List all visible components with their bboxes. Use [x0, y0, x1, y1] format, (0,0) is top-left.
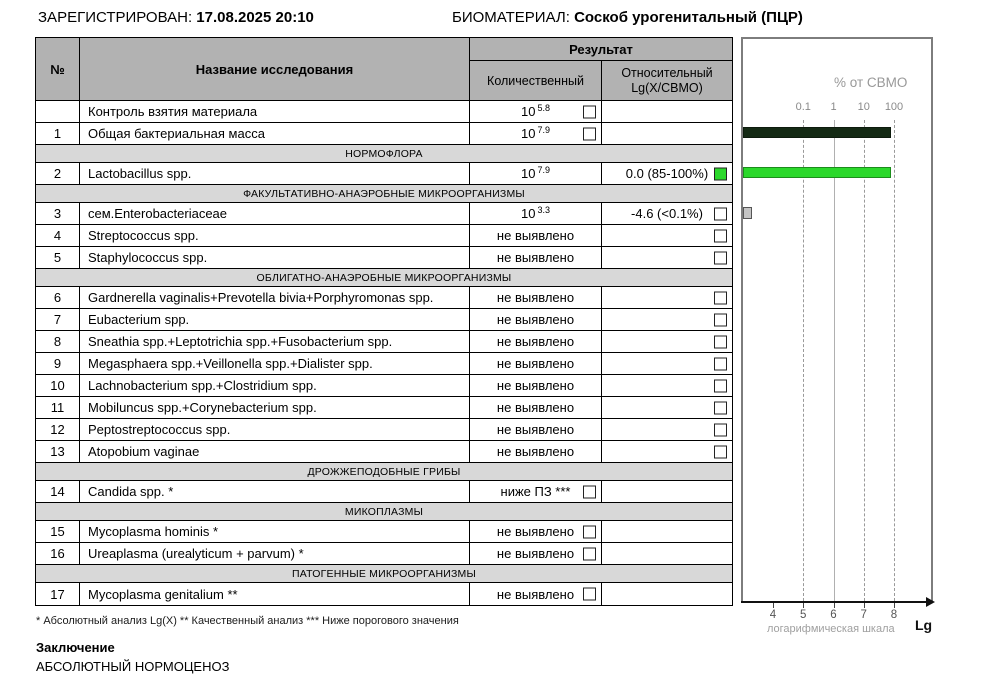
percent-tick-label: 10: [857, 101, 870, 113]
results-table: [35, 37, 733, 606]
quantitative-text: не выявлено: [496, 524, 575, 539]
quantitative-result: [470, 203, 602, 224]
quantitative-result: [470, 163, 602, 184]
test-name: Ureaplasma (urealyticum + parvum) *: [80, 543, 470, 564]
percent-tick-label: 0.1: [795, 101, 811, 113]
row-number: 7: [36, 309, 80, 330]
gridline: [803, 120, 804, 601]
axis-tick: [864, 603, 865, 608]
test-name: Mycoplasma hominis *: [80, 521, 470, 542]
test-name: Megasphaera spp.+Veillonella spp.+Dialister spp.: [80, 353, 470, 374]
quantitative-result: [470, 225, 602, 246]
section-row: [36, 503, 732, 521]
quantitative-result: [470, 521, 602, 542]
result-checkbox: [714, 229, 727, 242]
relative-result: [602, 353, 732, 374]
axis-line: [741, 601, 927, 603]
test-name: Mycoplasma genitalium **: [80, 583, 470, 605]
relative-result: [602, 287, 732, 308]
test-name: Streptococcus spp.: [80, 225, 470, 246]
lg-axis-label: Lg: [915, 617, 933, 633]
quantitative-result: [470, 481, 602, 502]
row-number: 13: [36, 441, 80, 462]
col-header-num: №: [36, 38, 80, 100]
row-number: 14: [36, 481, 80, 502]
table-row: [36, 309, 732, 331]
col-header-relative: [602, 61, 732, 100]
section-row: [36, 145, 732, 163]
table-row: [36, 353, 732, 375]
col-header-name: Название исследования: [80, 38, 470, 100]
table-row: [36, 375, 732, 397]
section-row: [36, 463, 732, 481]
section-label: ПАТОГЕННЫЕ МИКРООРГАНИЗМЫ: [292, 567, 476, 580]
relative-result: [602, 203, 732, 224]
table-row: [36, 225, 732, 247]
quantitative-result: [470, 583, 602, 605]
row-number: 15: [36, 521, 80, 542]
quantitative-base: 10: [521, 104, 536, 119]
row-number: 2: [36, 163, 80, 184]
row-number: 3: [36, 203, 80, 224]
quantitative-result: [470, 353, 602, 374]
conclusion-label: Заключение: [36, 640, 115, 655]
quantitative-text: не выявлено: [496, 378, 575, 393]
relative-result: [602, 375, 732, 396]
result-checkbox: [714, 401, 727, 414]
result-checkbox: [714, 291, 727, 304]
relative-result: [602, 163, 732, 184]
quantitative-text: не выявлено: [496, 356, 575, 371]
quantitative-text: не выявлено: [496, 250, 575, 265]
section-row: [36, 565, 732, 583]
test-name: Staphylococcus spp.: [80, 247, 470, 268]
row-number: 9: [36, 353, 80, 374]
table-row: [36, 419, 732, 441]
quantitative-result: [470, 287, 602, 308]
relative-result: [602, 101, 732, 122]
result-checkbox: [714, 167, 727, 180]
relative-result: [602, 583, 732, 605]
col-header-result-group: [470, 38, 732, 100]
quantitative-text: не выявлено: [496, 586, 575, 602]
table-row: [36, 247, 732, 269]
result-checkbox: [714, 335, 727, 348]
result-bar: [743, 167, 891, 178]
gridline: [834, 120, 835, 601]
relative-text: 0.0 (85-100%): [625, 166, 709, 181]
percent-axis-title: % от СВМО: [834, 75, 908, 90]
axis-arrow-icon: [926, 597, 935, 607]
section-row: [36, 185, 732, 203]
table-row: [36, 101, 732, 123]
quantitative-text: не выявлено: [496, 228, 575, 243]
test-name: Gardnerella vaginalis+Prevotella bivia+Porphyromonas spp.: [80, 287, 470, 308]
quantitative-base: 10: [521, 206, 536, 221]
table-row: [36, 441, 732, 463]
result-checkbox: [583, 105, 596, 118]
result-checkbox: [714, 207, 727, 220]
axis-tick: [803, 603, 804, 608]
biomaterial-label: БИОМАТЕРИАЛ:: [452, 9, 570, 26]
result-checkbox: [583, 547, 596, 560]
section-row: [36, 269, 732, 287]
test-name: Candida spp. *: [80, 481, 470, 502]
quantitative-exponent: 7.9: [537, 124, 550, 135]
quantitative-result: [470, 101, 602, 122]
row-number: 11: [36, 397, 80, 418]
registered-value: 17.08.2025 20:10: [196, 9, 314, 26]
quantitative-result: [470, 331, 602, 352]
relative-result: [602, 419, 732, 440]
row-number: 10: [36, 375, 80, 396]
quantitative-text: ниже ПЗ ***: [500, 484, 571, 499]
result-checkbox: [714, 251, 727, 264]
axis-tick: [773, 603, 774, 608]
quantitative-result: [470, 247, 602, 268]
col-header-relative-line2: Lg(X/СВМО): [631, 80, 703, 95]
test-name: Контроль взятия материала: [80, 101, 470, 122]
footnotes-text: * Абсолютный анализ Lg(X) ** Качественный анализ *** Ниже порогового значения: [36, 615, 459, 627]
relative-result: [602, 441, 732, 462]
table-row: [36, 203, 732, 225]
section-label: ДРОЖЖЕПОДОБНЫЕ ГРИБЫ: [307, 465, 461, 478]
relative-result: [602, 247, 732, 268]
quantitative-text: не выявлено: [496, 422, 575, 437]
result-checkbox: [583, 485, 596, 498]
relative-result: [602, 397, 732, 418]
row-number: 12: [36, 419, 80, 440]
row-number: 4: [36, 225, 80, 246]
table-body: [36, 101, 732, 605]
quantitative-exponent: 5.8: [537, 102, 550, 113]
result-checkbox: [714, 379, 727, 392]
row-number: 1: [36, 123, 80, 144]
bar-marker: [743, 207, 752, 219]
table-row: [36, 543, 732, 565]
test-name: сем.Enterobacteriaceae: [80, 203, 470, 224]
test-name: Sneathia spp.+Leptotrichia spp.+Fusobacterium spp.: [80, 331, 470, 352]
row-number: 6: [36, 287, 80, 308]
quantitative-result: [470, 543, 602, 564]
biomaterial-value: Соскоб урогенитальный (ПЦР): [574, 9, 803, 26]
log-scale-caption: логарифмическая шкала: [767, 623, 895, 635]
quantitative-exponent: 7.9: [537, 164, 550, 175]
row-number: 16: [36, 543, 80, 564]
axis-tick: [834, 603, 835, 608]
row-number: 8: [36, 331, 80, 352]
col-header-quantitative: Количественный: [470, 61, 602, 100]
relative-result: [602, 331, 732, 352]
quantitative-base: 10: [521, 166, 536, 181]
conclusion-value: АБСОЛЮТНЫЙ НОРМОЦЕНОЗ: [36, 659, 230, 674]
col-header-result: Результат: [470, 38, 732, 61]
quantitative-text: не выявлено: [496, 546, 575, 561]
axis-tick: [894, 603, 895, 608]
result-checkbox: [714, 445, 727, 458]
relative-result: [602, 123, 732, 144]
quantitative-text: не выявлено: [496, 290, 575, 305]
row-number: 5: [36, 247, 80, 268]
test-name: Mobiluncus spp.+Corynebacterium spp.: [80, 397, 470, 418]
result-bar: [743, 127, 891, 138]
test-name: Peptostreptococcus spp.: [80, 419, 470, 440]
quantitative-base: 10: [521, 126, 536, 141]
result-checkbox: [583, 588, 596, 601]
relative-result: [602, 521, 732, 542]
section-label: МИКОПЛАЗМЫ: [344, 505, 424, 518]
test-name: Eubacterium spp.: [80, 309, 470, 330]
test-name: Общая бактериальная масса: [80, 123, 470, 144]
relative-result: [602, 481, 732, 502]
result-checkbox: [583, 127, 596, 140]
quantitative-text: не выявлено: [496, 400, 575, 415]
quantitative-result: [470, 441, 602, 462]
table-row: [36, 331, 732, 353]
quantitative-text: не выявлено: [496, 334, 575, 349]
relative-result: [602, 309, 732, 330]
test-name: Lachnobacterium spp.+Clostridium spp.: [80, 375, 470, 396]
gridline: [894, 120, 895, 601]
relative-result: [602, 225, 732, 246]
quantitative-text: не выявлено: [496, 444, 575, 459]
row-number: [36, 101, 80, 122]
row-number: 17: [36, 583, 80, 605]
test-name: Atopobium vaginae: [80, 441, 470, 462]
relative-result: [602, 543, 732, 564]
table-row: [36, 583, 732, 605]
quantitative-result: [470, 123, 602, 144]
result-checkbox: [714, 313, 727, 326]
test-name: Lactobacillus spp.: [80, 163, 470, 184]
col-header-relative-line1: Относительный: [621, 65, 713, 80]
lg-tick-label: 4: [769, 609, 777, 621]
quantitative-result: [470, 375, 602, 396]
lg-tick-label: 7: [860, 609, 867, 621]
section-label: ФАКУЛЬТАТИВНО-АНАЭРОБНЫЕ МИКРООРГАНИЗМЫ: [243, 187, 525, 200]
table-header: [36, 38, 732, 101]
result-checkbox: [714, 357, 727, 370]
table-row: [36, 163, 732, 185]
section-label: НОРМОФЛОРА: [345, 147, 423, 160]
biomaterial-line: [452, 9, 803, 26]
result-checkbox: [583, 525, 596, 538]
quantitative-exponent: 3.3: [537, 204, 550, 215]
registered-label: ЗАРЕГИСТРИРОВАН:: [38, 9, 193, 26]
section-label: ОБЛИГАТНО-АНАЭРОБНЫЕ МИКРООРГАНИЗМЫ: [256, 271, 512, 284]
percent-tick-label: 100: [884, 101, 904, 113]
quantitative-result: [470, 397, 602, 418]
lg-tick-label: 5: [800, 609, 807, 621]
result-checkbox: [714, 423, 727, 436]
percent-tick-label: 1: [830, 101, 837, 113]
registered-line: [38, 9, 314, 26]
gridline: [864, 120, 865, 601]
table-row: [36, 123, 732, 145]
table-row: [36, 287, 732, 309]
table-row: [36, 521, 732, 543]
quantitative-result: [470, 309, 602, 330]
quantitative-text: не выявлено: [496, 312, 575, 327]
table-row: [36, 397, 732, 419]
quantitative-result: [470, 419, 602, 440]
lg-tick-label: 8: [890, 609, 898, 621]
lg-tick-label: 6: [830, 609, 837, 621]
table-row: [36, 481, 732, 503]
chart-panel: [741, 37, 933, 602]
relative-text: -4.6 (<0.1%): [631, 206, 703, 221]
